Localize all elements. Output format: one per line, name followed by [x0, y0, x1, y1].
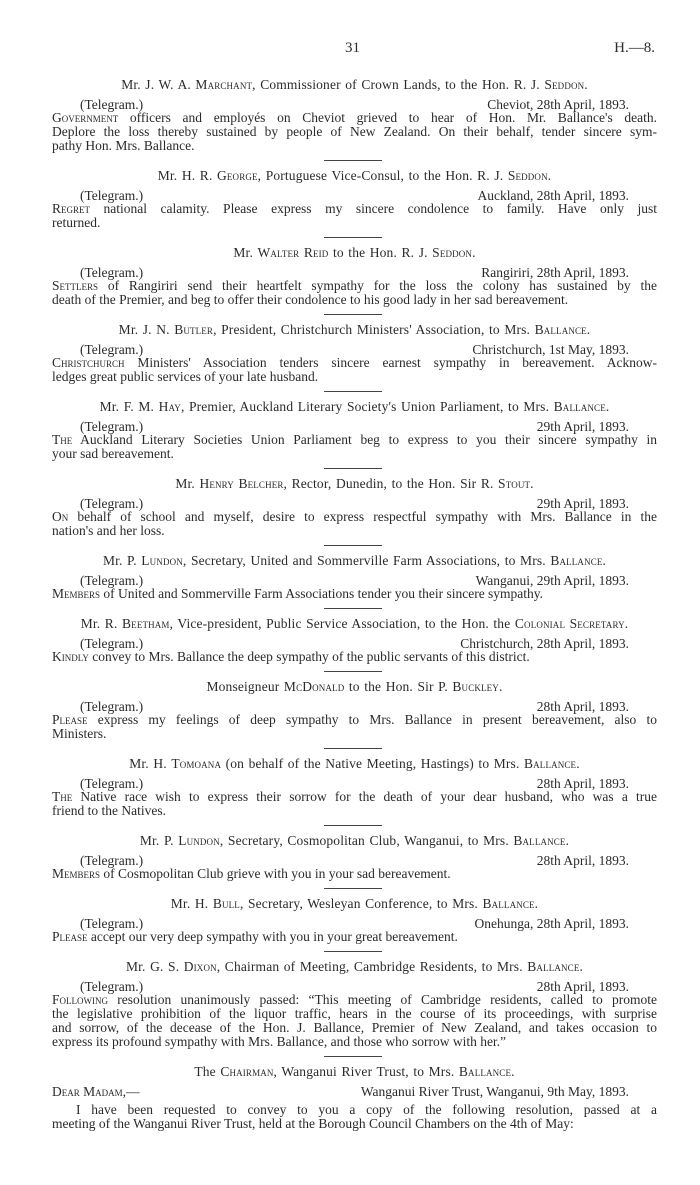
page-number: 31 [345, 40, 360, 56]
lead-word: Please [52, 929, 88, 944]
heading-text: The [194, 1064, 221, 1079]
lead-word: Regret [52, 202, 90, 216]
heading-text: . [584, 77, 588, 92]
heading-name: Chairman [220, 1064, 274, 1079]
heading-name: George [217, 168, 258, 183]
body-line [52, 867, 657, 881]
heading-text: . [624, 616, 629, 631]
body-text: officers and employés on Cheviot grieved to hear of Hon. Mr. Ballance's death. [118, 111, 657, 125]
heading-text: . [605, 399, 610, 414]
heading-name: Dixon [183, 959, 217, 974]
heading-name: Ballance [553, 399, 606, 414]
section-divider [52, 307, 657, 323]
telegram-meta [52, 777, 657, 790]
place-date: Cheviot, 28th April, 1893. [487, 97, 629, 112]
body-text: ledges great public services of your late husband. [52, 369, 319, 384]
body-text: of United and Sommerville Farm Associations tender you their sincere sympathy. [100, 586, 544, 601]
lead-word: Kindly [52, 649, 89, 664]
section-divider [52, 384, 657, 400]
lead-word: Settlers [52, 279, 99, 293]
telegram-meta [52, 420, 657, 433]
body-line [52, 727, 657, 741]
heading-text: , Vice-president, Public Service Association, to the Hon. the [169, 616, 515, 631]
telegram-meta [52, 917, 657, 930]
heading-text: . [579, 959, 583, 974]
place-date: 29th April, 1893. [536, 496, 629, 511]
heading-text: . [602, 553, 607, 568]
heading-text: Mr. H. [129, 756, 172, 771]
section-heading [52, 323, 657, 337]
telegram-entry [52, 246, 657, 307]
body-text: express my feelings of deep sympathy to Mrs. Ballance in present bereavement, also to [87, 713, 657, 727]
telegram-entry [52, 897, 657, 944]
body-text: resolution unanimously passed: “This meeting of Cambridge residents, called to promote [108, 993, 657, 1007]
body-line [52, 650, 657, 664]
body-line [52, 1117, 657, 1131]
heading-text: . [547, 168, 552, 183]
heading-text: , Secretary, United and Sommerville Farm Associations, to Mrs. [182, 553, 551, 568]
telegram-label: (Telegram.) [80, 979, 144, 994]
telegram-label: (Telegram.) [80, 776, 144, 791]
telegram-label: (Telegram.) [80, 496, 144, 511]
body-line [52, 790, 657, 804]
telegram-label: (Telegram.) [80, 573, 144, 588]
lead-word: Please [52, 713, 88, 727]
section-heading [52, 834, 657, 848]
body-line [52, 713, 657, 727]
heading-text: , Chairman of Meeting, Cambridge Residents, to Mrs. [216, 959, 528, 974]
heading-name: Seddon [507, 168, 548, 183]
body-text: Ministers' Association tenders sincere earnest sympathy in bereavement. Acknow- [124, 356, 657, 370]
heading-text: Mr. G. S. [125, 959, 184, 974]
body-text: friend to the Natives. [52, 803, 166, 818]
body-text: Ministers. [52, 726, 107, 741]
heading-name: Ballance [482, 896, 535, 911]
section-heading [52, 554, 657, 568]
section-heading [52, 400, 657, 414]
telegram-label: (Telegram.) [80, 188, 144, 203]
telegram-meta [52, 497, 657, 510]
section-divider [52, 461, 657, 477]
heading-name: Lundon [141, 553, 183, 568]
heading-text: Mr. [175, 476, 200, 491]
section-divider [52, 881, 657, 897]
body-line [52, 356, 657, 370]
body-text: I have been requested to convey to you a copy of the following resolution, passed at a [76, 1103, 657, 1117]
heading-text: . [472, 245, 476, 260]
telegram-entry [52, 169, 657, 230]
letter-entry [52, 1065, 657, 1131]
section-divider [52, 601, 657, 617]
body-line [52, 370, 657, 384]
heading-text: . [498, 679, 503, 694]
telegram-meta [52, 98, 657, 111]
lead-word: Government [52, 111, 119, 125]
heading-name: Buckley [452, 679, 499, 694]
telegram-entry [52, 554, 657, 601]
body-line [52, 293, 657, 307]
heading-text: Mr. R. [80, 616, 123, 631]
body-line [52, 216, 657, 230]
body-text: express its profound sympathy with Mrs. Ballance, and those who sorrow with her.” [52, 1034, 507, 1049]
body-line [52, 1035, 657, 1049]
section-divider [52, 153, 657, 169]
heading-name: Ballance [527, 959, 580, 974]
body-text: and sorrow, of the decease of the Hon. J. Ballance, Premier of New Zealand, and takes occasion to [52, 1021, 657, 1035]
telegram-label: (Telegram.) [80, 342, 144, 357]
section-divider [52, 818, 657, 834]
body-line [52, 139, 657, 153]
body-line [52, 510, 657, 524]
heading-text: . [511, 1064, 515, 1079]
heading-text: . [534, 896, 539, 911]
heading-name: Henry Belcher [199, 476, 284, 491]
body-line [52, 993, 657, 1007]
heading-text: to the Hon. R. J. [328, 245, 433, 260]
place-date: 28th April, 1893. [536, 776, 629, 791]
heading-text: , Secretary, Cosmopolitan Club, Wanganui, to Mrs. [219, 833, 514, 848]
place-date: Christchurch, 28th April, 1893. [460, 636, 629, 651]
place-date: Onehunga, 28th April, 1893. [474, 916, 629, 931]
section-heading [52, 960, 657, 974]
heading-text: (on behalf of the Native Meeting, Hastings) to Mrs. [221, 756, 524, 771]
body-text: accept our very deep sympathy with you in your great bereavement. [87, 929, 458, 944]
heading-name: Ballance [550, 553, 603, 568]
body-text: national calamity. Please express my sincere condolence to family. Have only just [90, 202, 657, 216]
heading-name: Colonial Secretary [514, 616, 625, 631]
telegram-meta [52, 980, 657, 993]
body-text: Deplore the loss thereby sustained by people of New Zealand. On their behalf, tender sincere sym- [52, 125, 657, 139]
section-divider [52, 741, 657, 757]
heading-text: . [530, 476, 534, 491]
heading-text: . [586, 322, 591, 337]
lead-word: On [52, 510, 69, 524]
heading-name: Ballance [524, 756, 577, 771]
body-line [52, 433, 657, 447]
telegram-meta [52, 189, 657, 202]
heading-text: Mr. H. R. [157, 168, 217, 183]
section-divider [52, 664, 657, 680]
body-line [52, 524, 657, 538]
heading-text: Mr. J. N. [118, 322, 175, 337]
section-divider [52, 944, 657, 960]
section-heading [52, 757, 657, 771]
telegram-entry [52, 680, 657, 741]
telegram-meta [52, 854, 657, 867]
body-line [52, 1021, 657, 1035]
section-heading [52, 169, 657, 183]
lead-word: Members [52, 586, 101, 601]
body-text: of Cosmopolitan Club grieve with you in your sad bereavement. [100, 866, 451, 881]
lead-word: The [52, 433, 73, 447]
heading-text: , Wanganui River Trust, to Mrs. [273, 1064, 459, 1079]
section-heading [52, 246, 657, 260]
heading-name: Lundon [178, 833, 220, 848]
heading-text: Mr. J. W. A. [121, 77, 196, 92]
section-heading [52, 1065, 657, 1079]
telegram-meta [52, 637, 657, 650]
telegram-label: (Telegram.) [80, 853, 144, 868]
heading-name: Walter Reid [257, 245, 329, 260]
heading-name: Ballance [534, 322, 587, 337]
telegram-entry [52, 834, 657, 881]
body-line [52, 587, 657, 601]
body-line [52, 804, 657, 818]
place-date: 28th April, 1893. [536, 699, 629, 714]
heading-name: Tomoana [171, 756, 222, 771]
body-line [52, 202, 657, 216]
body-line [52, 1007, 657, 1021]
heading-text: , Portuguese Vice-Consul, to the Hon. R. J. [257, 168, 508, 183]
heading-name: Stout [498, 476, 531, 491]
body-text: of Rangiriri send their heartfelt sympathy for the loss the colony has sustained by the [98, 279, 657, 293]
telegram-meta [52, 266, 657, 279]
heading-name: Butler [174, 322, 214, 337]
letter-meta [52, 1085, 657, 1103]
telegram-entry [52, 323, 657, 384]
telegram-label: (Telegram.) [80, 97, 144, 112]
heading-name: McDonald [283, 679, 345, 694]
heading-name: Beetham [122, 616, 170, 631]
telegram-entry [52, 477, 657, 538]
telegram-list [52, 78, 657, 1131]
heading-text: . [565, 833, 570, 848]
telegram-label: (Telegram.) [80, 699, 144, 714]
place-date: Wanganui, 29th April, 1893. [475, 573, 629, 588]
heading-name: Seddon [544, 77, 585, 92]
body-line [52, 125, 657, 139]
lead-word: The [52, 790, 73, 804]
telegram-entry [52, 400, 657, 461]
body-text: the legislative prohibition of the liquor traffic, hears in the course of its proceedings, with surprise [52, 1007, 657, 1021]
section-heading [52, 617, 657, 631]
heading-text: Mr. H. [170, 896, 213, 911]
body-line [52, 930, 657, 944]
telegram-entry [52, 78, 657, 153]
place-date: 28th April, 1893. [536, 979, 629, 994]
body-line [52, 447, 657, 461]
heading-text: Mr. P. [102, 553, 142, 568]
place-date: Auckland, 28th April, 1893. [477, 188, 629, 203]
heading-text: to the Hon. Sir P. [344, 679, 453, 694]
section-divider [52, 230, 657, 246]
telegram-meta [52, 700, 657, 713]
section-heading [52, 680, 657, 694]
section-divider [52, 538, 657, 554]
body-text: pathy Hon. Mrs. Ballance. [52, 138, 195, 153]
telegram-label: (Telegram.) [80, 916, 144, 931]
place-date: Rangiriri, 28th April, 1893. [481, 265, 629, 280]
heading-name: Bull [212, 896, 240, 911]
lead-word: Following [52, 993, 108, 1007]
running-header [0, 40, 700, 60]
telegram-label: (Telegram.) [80, 419, 144, 434]
heading-text: . [576, 756, 580, 771]
place-date: 29th April, 1893. [536, 419, 629, 434]
section-heading [52, 477, 657, 491]
document-reference: H.—8. [614, 40, 655, 56]
heading-text: , Premier, Auckland Literary Society's Union Parliament, to Mrs. [180, 399, 554, 414]
place-date: 28th April, 1893. [536, 853, 629, 868]
section-divider [52, 1049, 657, 1065]
telegram-meta [52, 343, 657, 356]
body-text: returned. [52, 215, 101, 230]
heading-name: Marchant [195, 77, 253, 92]
telegram-label: (Telegram.) [80, 636, 144, 651]
body-text: behalf of school and myself, desire to express respectful sympathy with Mrs. Ballance in the [68, 510, 657, 524]
heading-text: , Secretary, Wesleyan Conference, to Mrs. [239, 896, 483, 911]
heading-text: Mr. P. [139, 833, 179, 848]
body-text: convey to Mrs. Ballance the deep sympathy of the public servants of this district. [88, 649, 530, 664]
lead-word: Members [52, 866, 101, 881]
telegram-entry [52, 617, 657, 664]
heading-name: Seddon [432, 245, 473, 260]
body-text: death of the Premier, and beg to offer their condolence to his good lady in her sad bereavement. [52, 292, 569, 307]
heading-text: Monseigneur [206, 679, 284, 694]
lead-word: Christchurch [52, 356, 125, 370]
telegram-meta [52, 574, 657, 587]
heading-name: Ballance [458, 1064, 512, 1079]
body-line [52, 111, 657, 125]
heading-text: , Rector, Dunedin, to the Hon. Sir R. [283, 476, 499, 491]
heading-text: Mr. F. M. [99, 399, 159, 414]
telegram-entry [52, 960, 657, 1049]
body-text: nation's and her loss. [52, 523, 165, 538]
section-heading [52, 897, 657, 911]
heading-text: , President, Christchurch Ministers' Association, to Mrs. [213, 322, 535, 337]
section-heading [52, 78, 657, 92]
heading-name: Ballance [513, 833, 566, 848]
body-text: Auckland Literary Societies Union Parliament beg to express to you their sincere sympathy in [72, 433, 657, 447]
body-line [52, 1103, 657, 1117]
telegram-label: (Telegram.) [80, 265, 144, 280]
place-date: Christchurch, 1st May, 1893. [472, 342, 629, 357]
body-text: your sad bereavement. [52, 446, 174, 461]
telegram-entry [52, 757, 657, 818]
salutation: Dear Madam,— [52, 1084, 140, 1099]
heading-text: Mr. [233, 245, 258, 260]
heading-text: , Commissioner of Crown Lands, to the Hon. R. J. [252, 77, 545, 92]
body-text: Native race wish to express their sorrow for the death of your dear husband, who was a true [72, 790, 657, 804]
heading-name: Hay [158, 399, 181, 414]
body-text: meeting of the Wanganui River Trust, held at the Borough Council Chambers on the 4th of May: [52, 1116, 574, 1131]
body-line [52, 279, 657, 293]
place-date: Wanganui River Trust, Wanganui, 9th May, 1893. [360, 1084, 629, 1099]
